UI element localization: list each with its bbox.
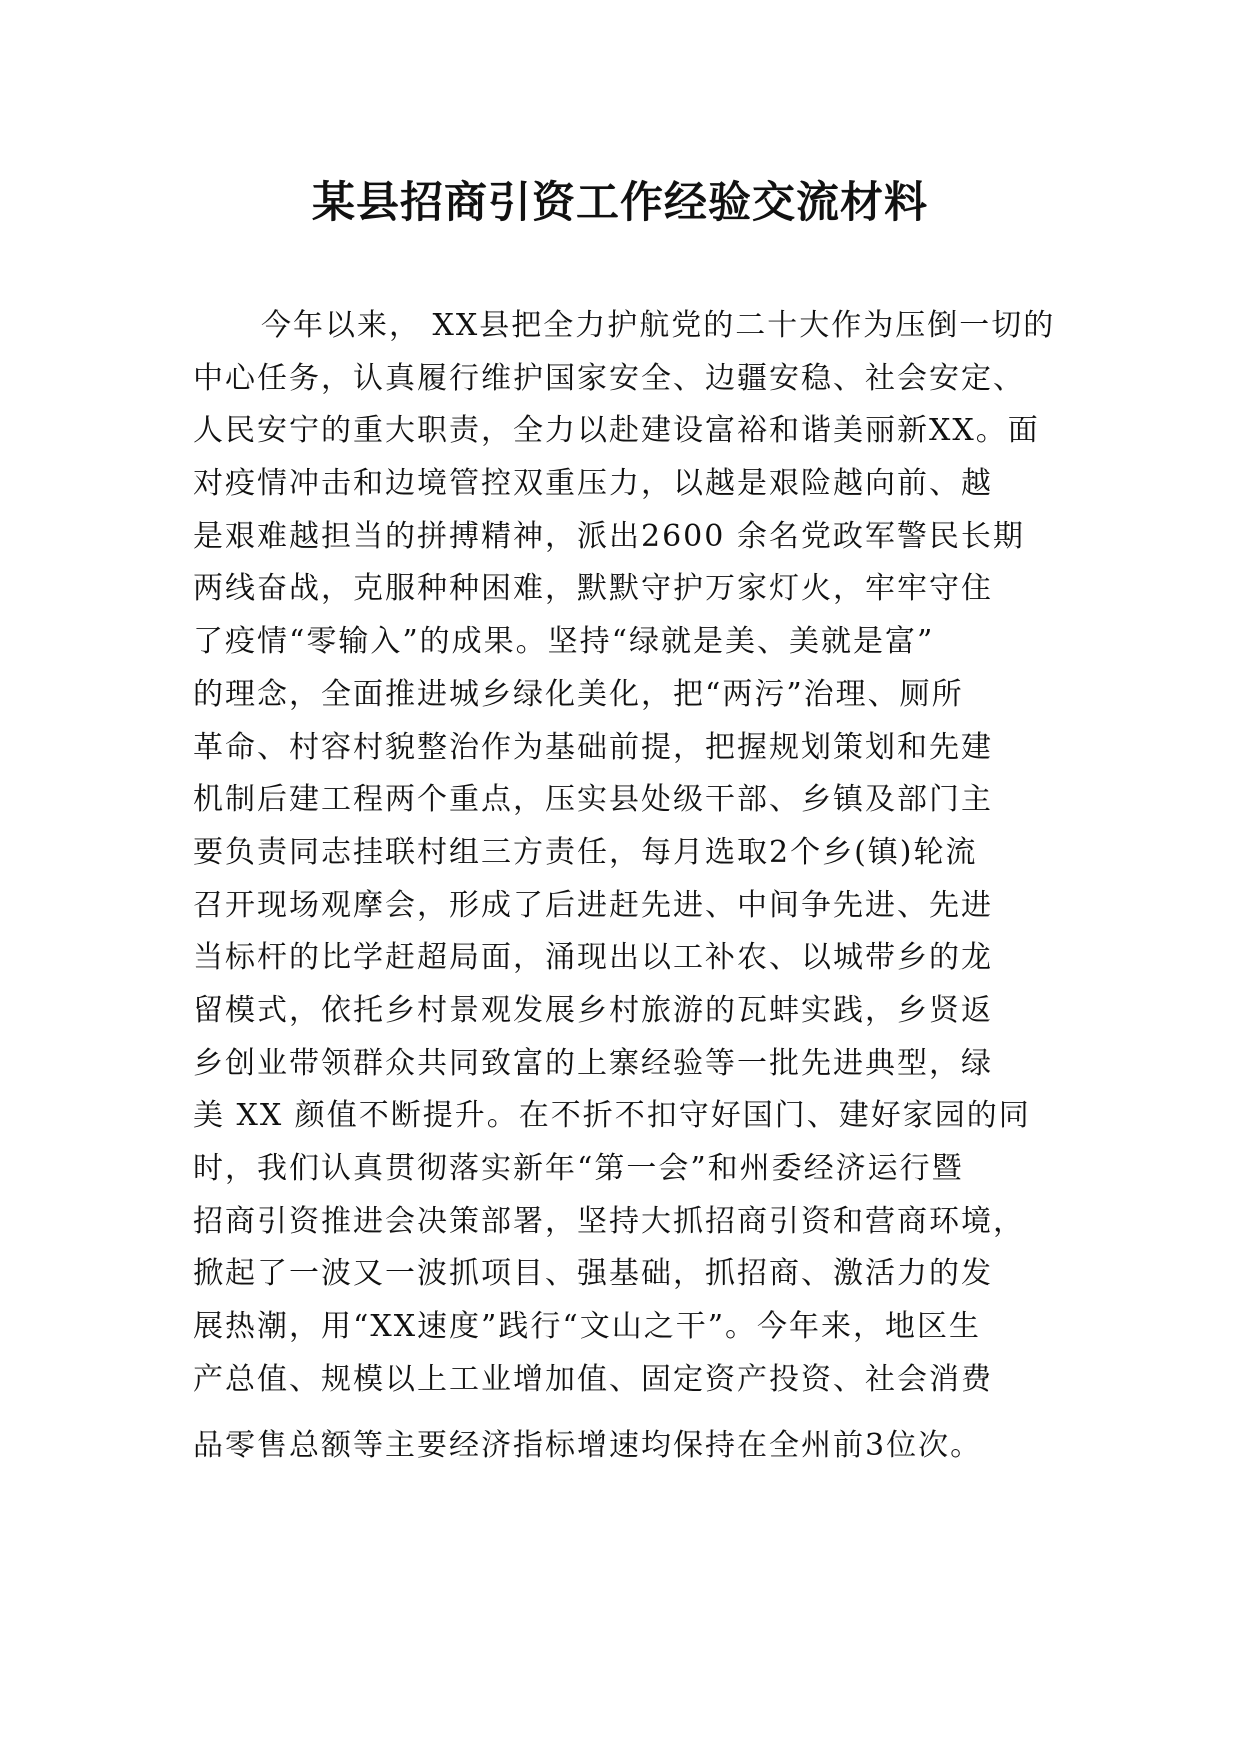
body-line: 当标杆的比学赶超局面，涌现出以工补农、以城带乡的龙 bbox=[193, 940, 993, 976]
body-line: 的理念，全面推进城乡绿化美化，把“两污”治理、厕所 bbox=[193, 676, 964, 712]
body-line: 美 XX 颜值不断提升。在不折不扣守好国门、建好家园的同 bbox=[193, 1098, 1031, 1134]
body-line: 机制后建工程两个重点，压实县处级干部、乡镇及部门主 bbox=[193, 782, 993, 818]
body-line: 人民安宁的重大职责，全力以赴建设富裕和谐美丽新XX。面 bbox=[193, 413, 1040, 449]
body-line: 了疫情“零输入”的成果。坚持“绿就是美、美就是富” bbox=[193, 624, 935, 660]
body-line: 招商引资推进会决策部署，坚持大抓招商引资和营商环境， bbox=[193, 1203, 1025, 1239]
body-line: 今年以来， XX县把全力护航党的二十大作为压倒一切的 bbox=[261, 308, 1056, 343]
body-line: 乡创业带领群众共同致富的上寨经验等一批先进典型，绿 bbox=[193, 1045, 993, 1081]
body-line: 召开现场观摩会，形成了后进赶先进、中间争先进、先进 bbox=[193, 887, 993, 923]
body-line: 品零售总额等主要经济指标增速均保持在全州前3位次。 bbox=[193, 1428, 983, 1464]
body-line: 展热潮，用“XX速度”践行“文山之干”。今年来，地区生 bbox=[193, 1309, 982, 1345]
body-line: 时，我们认真贯彻落实新年“第一会”和州委经济运行暨 bbox=[193, 1151, 964, 1186]
body-line: 留模式，依托乡村景观发展乡村旅游的瓦蚌实践，乡贤返 bbox=[193, 992, 993, 1028]
body-line: 是艰难越担当的拼搏精神，派出2600 余名党政军警民长期 bbox=[193, 518, 1025, 554]
body-line: 两线奋战，克服种种困难，默默守护万家灯火，牢牢守住 bbox=[193, 571, 993, 607]
body-line: 对疫情冲击和边境管控双重压力，以越是艰险越向前、越 bbox=[193, 466, 993, 502]
body-line: 要负责同志挂联村组三方责任，每月选取2个乡(镇)轮流 bbox=[193, 834, 978, 870]
body-line: 产总值、规模以上工业增加值、固定资产投资、社会消费 bbox=[193, 1361, 993, 1397]
document-body bbox=[193, 300, 1073, 1473]
body-line: 掀起了一波又一波抓项目、强基础，抓招商、激活力的发 bbox=[193, 1256, 993, 1292]
body-line: 中心任务，认真履行维护国家安全、边疆安稳、社会安定、 bbox=[193, 360, 1025, 396]
document-title: 某县招商引资工作经验交流材料 bbox=[312, 178, 928, 228]
body-line: 革命、村容村貌整治作为基础前提，把握规划策划和先建 bbox=[193, 729, 993, 765]
